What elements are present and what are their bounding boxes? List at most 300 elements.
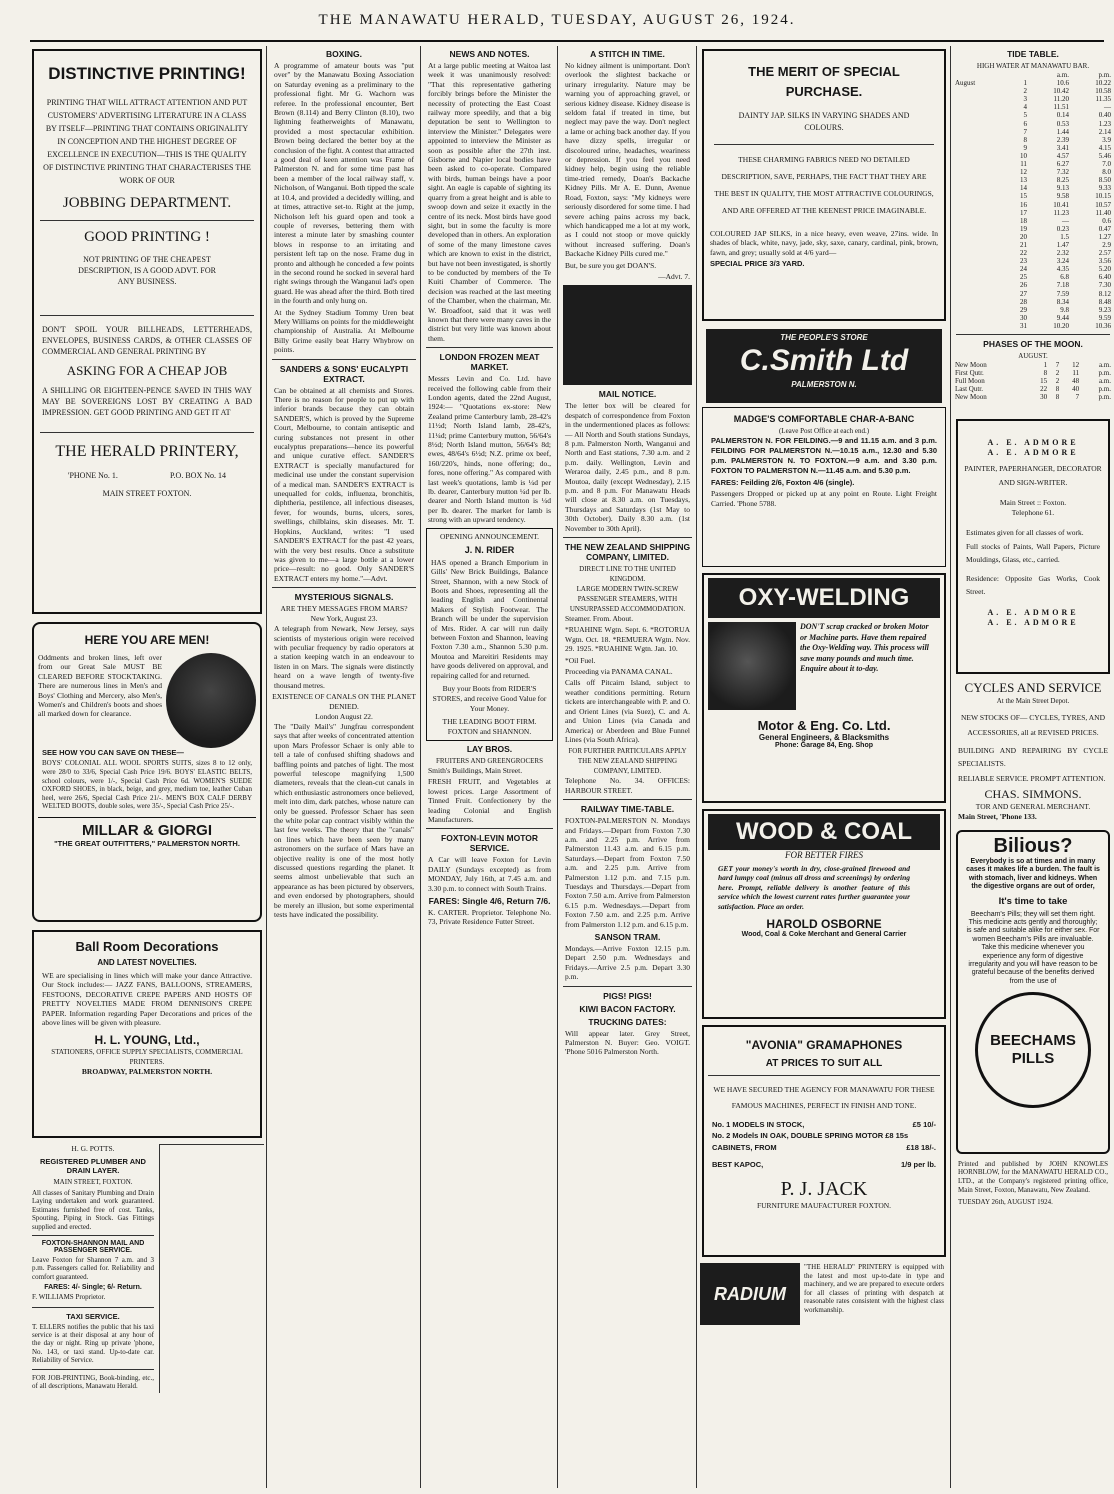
madge-fares: FARES: Feilding 2/6, Foxton 4/6 (single). — [711, 478, 855, 487]
tide-month-cell — [954, 201, 1007, 209]
tide-cell: 0.14 — [1056, 111, 1069, 120]
tide-month-cell — [954, 298, 1007, 306]
flm-body: A Car will leave Foxton for Levin DAILY (Sundays excepted) as from MONDAY, July 16th, at 7.45 a.m. and 3.30 p.m. to connect with South Trains. — [428, 855, 551, 893]
tide-month-cell — [954, 168, 1007, 176]
news-body: At a large public meeting at Waitoa last week it was unanimously resolved: "That this representative gathering forcibly brings before the Minister the necessity of protecting the East Coast railway more speedily, and that a big deputation be sent to Wellington to interview the Minister." Delegates were appointed to interview the Minister as soon as possible after the 27th inst. Gisborne and Napier local bodies have been asked to co-operate. Compared with birds, human beings have a poor sight. An eagle is capable of sighting its quarry from a great height and is able to swoop down and seize it exactly in the centre of its neck. Most birds have good sight, but in some the faculty is more developed than in others. An exploration of some of the many limestone caves which are known to exist in the district, but have not been investigated, is shortly to be conducted by members of the Te Kuiti Chamber of Commerce. The decision was reached at the last meeting of the Chamber, when the chairman, Mr. W. Broadfoot, said that it was well known that there were many caves in the district but very little was known about them. — [428, 61, 551, 343]
moon-cell: 8 — [1055, 393, 1060, 402]
tide-cell: 5.20 — [1098, 265, 1111, 274]
fsm-prop: F. WILLIAMS Proprietor. — [32, 1293, 106, 1302]
nzs-tel: Telephone No. 34. OFFICES: HARBOUR STREET. — [565, 776, 690, 795]
tide-cell: 3 — [1023, 95, 1027, 104]
tide-month-cell — [954, 111, 1007, 119]
kapoc-label: BEST KAPOC, — [712, 1160, 764, 1170]
sanders-title: SANDERS & SONS' EUCALYPTI EXTRACT. — [279, 363, 409, 384]
tide-row — [954, 217, 1112, 225]
bilious-take: It's time to take — [998, 895, 1068, 907]
canals-body: The "Daily Mail's" Jungfrau correspondent says that after weeks of concentrated attention upon Mars Professor Schaer is only able to tell a tale of confused shifting shadows and baffling points and patches of light. The most powerful telescope magnifying 1,500 diameters, reveals that the clean-cut canals in which enthusiastic astronomers once believed, melt into dim, dark patches, whose nature can only be guessed. Professor Schaer has seen the white polar cap contract visibly within the last few weeks. The theory that the "canals" on lines which have been seen by many astronomers on the surface of Mars have an objective reality is one of the most hotly discussed questions regarding the planet. It seems almost unbelievable that such an appearance as has been pictured by observers, and even endorsed by photographers, should be merely an illusion, but some experimental tests have indicated the possibility. — [274, 721, 414, 920]
oxy-phone: Phone: Garage 84, Eng. Shop — [774, 742, 874, 749]
men-body: Oddments and broken lines, left over from our Great Sale MUST BE CLEARED BEFORE STOCKTAKING. There are numerous lines in Men's and Boys' Clothing and Mercery, also Men's, Women's and Children's boots and shoes all marked down for clearance. — [38, 653, 162, 719]
tide-row — [954, 257, 1112, 265]
lay-addr: Smith's Buildings, Main Street. — [428, 765, 523, 775]
column-divider — [266, 46, 267, 1488]
avonia-model-2: No. 2 Models IN OAK, DOUBLE SPRING MOTOR £8 15s — [712, 1131, 909, 1141]
lfm-body: Messrs Levin and Co. Ltd. have received the following cable from their London agents, dated the 22nd August, 1924:— "Quotations ex-store: New Zealand prime Canterbury lamb, 28-42's 11½d; North Island lamb, 28-42's, 11¼d; prime Canterbury mutton, 56/64's 8½d; North Island mutton, 56/64's 8d; ewes, 48/64's 6½d; N.Z. prime ox beef, 160/220's, hinds, none offering; do., fores, none offering." As compared with last week's quotations, lamb is ¼d per lb. dearer, Canterbury mutton ¼d per lb. dearer and North Island mutton is ¼d per lb. dearer. The market for lamb is strong with an upward tendency. — [428, 374, 551, 525]
masthead: THE MANAWATU HERALD, TUESDAY, AUGUST 26, 1924. — [318, 12, 796, 28]
moon-cell: 8 — [1043, 369, 1048, 378]
distinctive-printing-ad — [32, 49, 262, 614]
column-1 — [30, 46, 264, 1488]
column-divider — [420, 46, 421, 1488]
tide-cell: — — [1061, 216, 1069, 225]
tide-cell: 2.14 — [1098, 127, 1111, 136]
rider-title: J. N. RIDER — [464, 544, 515, 555]
tide-row — [954, 306, 1112, 314]
tide-row — [954, 128, 1112, 136]
tide-month-cell — [954, 249, 1007, 257]
osborne-sub: Wood, Coal & Coke Merchant and General Carrier — [741, 931, 907, 939]
tide-cell: — — [1104, 103, 1111, 112]
lay-body: FRESH FRUIT, and Vegetables at lowest prices. Large Assortment of Tinned Fruit. Confectionery by the leading Colonial and English Manufacturers. — [428, 777, 551, 824]
nzs-title: THE NEW ZEALAND SHIPPING COMPANY, LIMITED. — [564, 542, 691, 563]
tide-month-cell — [954, 144, 1007, 152]
potts-sub: REGISTERED PLUMBER AND DRAIN LAYER. — [40, 1157, 146, 1175]
jack-sub: FURNITURE MAUFACTURER FOXTON. — [756, 1200, 892, 1210]
tide-cell: 11.51 — [1053, 103, 1069, 112]
moon-title: PHASES OF THE MOON. — [983, 339, 1083, 349]
moon-cell: 1 — [1043, 361, 1048, 369]
tide-month-cell — [954, 322, 1007, 330]
tide-cell: 2.32 — [1056, 249, 1069, 258]
sanson-title: SANSON TRAM. — [594, 932, 661, 942]
tide-cell: 3.41 — [1056, 143, 1069, 152]
tide-cell: 0.6 — [1102, 216, 1111, 225]
welder-image — [708, 622, 796, 710]
printed-notice: Printed and published by JOHN KNOWLES HORNBLOW, for the MANAWATU HERALD CO., LTD., at the Company's registered printing office, Main Street, Foxton, Manawatu, New Zealand. — [958, 1159, 1108, 1194]
avonia-body: WE HAVE SECURED THE AGENCY FOR MANAWATU FOR THESE FAMOUS MACHINES, PERFECT IN FINISH AND TONE. — [708, 1075, 940, 1114]
jap-silks: COLOURED JAP SILKS, in a nice heavy, even weave, 27ins. wide. In shades of black, white, navy, jade, sky, saxe, canary, cardinal, pink, brown, fawn, and grey; usually sold at 4/6 yard— — [710, 229, 938, 257]
tide-cell: 6.8 — [1060, 273, 1069, 282]
tide-row — [954, 225, 1112, 233]
tide-cell: 8.25 — [1056, 176, 1069, 185]
tide-cell: 2.57 — [1098, 249, 1111, 258]
column-2 — [270, 46, 418, 1488]
tide-cell: 10.22 — [1095, 79, 1111, 88]
tide-cell: 10.57 — [1095, 200, 1111, 209]
tide-cell: 6 — [1023, 119, 1027, 128]
job-printing-notice: FOR JOB-PRINTING, Book-binding, etc., of all descriptions, Manawatu Herald. — [32, 1373, 154, 1391]
cycles-reliable: RELIABLE SERVICE. PROMPT ATTENTION. — [958, 774, 1106, 784]
tide-header-row — [954, 71, 1112, 79]
tide-row — [954, 152, 1112, 160]
tide-row — [954, 322, 1112, 330]
admore-street: Main Street :: Foxton. — [999, 498, 1067, 508]
tide-cell: 1.44 — [1056, 127, 1069, 136]
tide-month-cell — [954, 87, 1007, 95]
tide-cell: 6.27 — [1056, 160, 1069, 169]
moon-cell: New Moon — [955, 361, 987, 369]
tide-month-cell — [954, 103, 1007, 111]
wood-body: GET your money's worth in dry, close-grained firewood and hard lumpy coal (minus all dross and screenings) by ordering here. Prompt, reliable delivery is another feature of this service which the lowest current rates further guarantee your satisfaction. Place an order. — [718, 864, 910, 911]
news-title: NEWS AND NOTES. — [449, 49, 530, 59]
column-divider — [950, 46, 951, 1488]
oxy-body: DON'T scrap cracked or broken Motor or Machine parts. Have them repaired the Oxy-Welding way. This process will save many pounds and much time. Enquire about it to-day. — [800, 622, 929, 673]
oxy-sub: General Engineers, & Blacksmiths — [758, 733, 890, 742]
tide-cell: 11.40 — [1095, 208, 1111, 217]
tide-cell: 7.0 — [1102, 160, 1111, 169]
column-divider — [557, 46, 558, 1488]
moon-row — [954, 393, 1112, 401]
tide-cell: 29 — [1019, 305, 1027, 314]
nzs-body: LARGE MODERN TWIN-SCREW PASSENGER STEAMERS, WITH UNSURPASSED ACCOMMODATION. — [569, 585, 686, 614]
tide-cell: 9.58 — [1056, 192, 1069, 201]
lay-title: LAY BROS. — [466, 743, 513, 754]
tide-month-cell: August — [955, 79, 976, 88]
admore-stock: Full stocks of Paints, Wall Papers, Picture Mouldings, Glass, etc., carried. — [966, 541, 1100, 564]
tide-row — [954, 176, 1112, 184]
tide-row — [954, 192, 1112, 200]
tide-row — [954, 111, 1112, 119]
simmons-sub: TOR AND GENERAL MERCHANT. — [975, 802, 1091, 812]
nzs-apply: FOR FURTHER PARTICULARS APPLY THE NEW ZEALAND SHIPPING COMPANY, LIMITED. — [568, 747, 687, 776]
tide-month-cell — [954, 160, 1007, 168]
moon-row — [954, 361, 1112, 369]
moon-cell: 15 — [1040, 377, 1048, 386]
tide-month-cell — [954, 281, 1007, 289]
fsm-fares: FARES: 4/- Single; 6/- Return. — [44, 1284, 142, 1292]
beecham-ad — [956, 830, 1110, 1154]
herald-street: MAIN STREET FOXTON. — [102, 489, 192, 498]
boxing-title: BOXING. — [326, 49, 362, 59]
moon-cell: 12 — [1072, 361, 1080, 369]
moon-cell: 48 — [1072, 377, 1080, 386]
men-title: HERE YOU ARE MEN! — [84, 633, 210, 647]
simmons-title: CHAS. SIMMONS. — [984, 787, 1082, 802]
tide-cell: 9.44 — [1056, 313, 1069, 322]
tide-cell: 15 — [1019, 192, 1027, 201]
dont-spoil-text: DON'T SPOIL YOUR BILLHEADS, LETTERHEADS, ENVELOPES, BUSINESS CARDS, & OTHER CLASSES OF COMMERCIAL AND GENERAL PRINTING BY — [42, 325, 252, 356]
ball-sub: AND LATEST NOVELTIES. — [97, 958, 197, 967]
nzs-calls: Calls off Pitcairn Island, subject to weather conditions permitting. Return tickets are interchangeable with P. and O. and Orient Lines (via Suez), C. and A. and Union Lines (via Canada and America) or Aberdeen and Blue Funnel Lines (via South Africa). — [565, 678, 690, 744]
avonia-model-1: No. 1 MODELS IN STOCK, — [712, 1120, 805, 1129]
dp-title: DISTINCTIVE PRINTING! — [48, 64, 246, 83]
opening-title: OPENING ANNOUNCEMENT. — [439, 531, 540, 541]
dp-body: PRINTING THAT WILL ATTRACT ATTENTION AND PUT CUSTOMERS' ADVERTISING LITERATURE IN A CLASS BY ITSELF—PRINTING THAT CONTAINS ORIGINALITY IN CONCEPTION AND THE HIGHEST DEGREE OF EXCELLENCE IN EXECUTION—THIS IS THE QUALITY OF DISTINCTIVE PRINTING THAT CHARACTERISES THE WORK OF OUR — [43, 98, 251, 185]
tide-cell: 5.46 — [1098, 151, 1111, 160]
column-4 — [561, 46, 694, 1488]
moon-month: AUGUST. — [1018, 352, 1048, 360]
tide-cell: 3.24 — [1056, 257, 1069, 266]
tide-cell: 2.39 — [1056, 135, 1069, 144]
tide-row — [954, 314, 1112, 322]
tide-cell: 0.53 — [1056, 119, 1069, 128]
tide-cell: 10.58 — [1095, 87, 1111, 96]
tide-cell: 6.40 — [1098, 273, 1111, 282]
ballroom-ad — [32, 930, 262, 1138]
smith-place: PALMERSTON N. — [791, 380, 857, 389]
tide-header-cell: p.m. — [1098, 71, 1111, 79]
tide-cell: 0.47 — [1098, 224, 1111, 233]
tide-cell: 11.35 — [1095, 95, 1111, 104]
millar-giorgi-ad — [32, 622, 262, 922]
tide-month-cell — [954, 209, 1007, 217]
boxing-body: A programme of amateur bouts was "put over" by the Manawatu Boxing Association on Saturday evening as a preliminary to the professional fight. Mr G. Wachorn was referee. In the professional encounter, Bert Brown (8.114) and Berry Clinton (8.10), two lightning featherweights of Manawatu, provided a most spectacular exhibition. Brown being declared the better boy at the conclusion of the fight. A contest that attracted a good deal of keen attention was Frame of Palmerston N. and for some time past has been a member of the local railway staff, v. Nicholson, of Wanganui. Both tipped the scale at 10.4, and provided a decidedly willing, and at times, attractive set-to. Right at the jump, Nicholson left his guard open and took a couple of reverses, bettering them with interest a minute later by smashing counter blows in response to an irritating and persistent left tap on the nose. Frame dug in pronto and although he conceded a few points in the second round he socked in several hard right swings through the Wanganui lad's open guard. He was ahead after the third. Both tired in the fourth and only hung on. — [274, 61, 414, 306]
tide-cell: 10.20 — [1053, 321, 1069, 330]
tide-cell: 3.9 — [1102, 135, 1111, 144]
moon-cell: 30 — [1040, 393, 1048, 402]
tide-row — [954, 79, 1112, 87]
moon-row — [954, 385, 1112, 393]
avonia-title: "AVONIA" GRAMAPHONES — [745, 1038, 903, 1052]
tide-month-cell — [954, 184, 1007, 192]
tide-header-cell: a.m. — [1056, 71, 1069, 79]
admore-ad — [956, 419, 1110, 674]
avonia-cabinets-price: £18 18/-. — [906, 1142, 936, 1152]
tide-table — [954, 71, 1112, 330]
tide-month-cell — [954, 225, 1007, 233]
rider-body: HAS opened a Branch Emporium in Gills' New Brick Buildings, Balance Street, Shannon, with a new Stock of Boots and Shoes, representing all the leading English and Continental Makers of Stylish Footwear. The Branch will be under the supervision of Mrs. Rider. A car will run daily between Foxton and Shannon, leaving Foxton 7.30 a.m., Shannon 5.30 p.m. Moutoa and Mareitiri Residents may have goods delivered on approval, and repairing called for and returned. — [431, 557, 548, 680]
tide-month-cell — [954, 314, 1007, 322]
mysterious-body: A telegraph from Newark, New Jersey, says scientists of mysterious origin were received with peculiar frequency by radio operators at a station keeping watch in an endeavour to listen in on Mars. The signals were distinctly heard on a wave length of twenty-five thousand metres. — [274, 624, 414, 690]
jap-price: SPECIAL PRICE 3/3 YARD. — [710, 259, 805, 269]
taxi-body: T. ELLERS notifies the public that his taxi service is at their disposal at any hour of the day or night. Ring up private 'phone, No. 143, or taxi stand. Up-to-date car. Reliability of Service. — [32, 1322, 154, 1365]
avonia-ad — [702, 1025, 946, 1257]
jack-title: P. J. JACK — [780, 1177, 868, 1200]
tide-cell: 7.32 — [1056, 168, 1069, 177]
tide-cell: 0.23 — [1056, 224, 1069, 233]
tide-cell: 20 — [1019, 232, 1027, 241]
admore-name-4: A. E. ADMORE — [987, 617, 1079, 627]
tide-cell: 8.50 — [1098, 176, 1111, 185]
moon-cell: 11 — [1072, 369, 1080, 378]
wood-coal-ad — [702, 809, 946, 1019]
moon-cell: New Moon — [955, 393, 987, 402]
tide-cell: 1.47 — [1056, 240, 1069, 249]
smith-top: THE PEOPLE'S STORE — [780, 333, 868, 342]
young-addr: BROADWAY, PALMERSTON NORTH. — [81, 1067, 213, 1077]
moon-cell: Full Moon — [955, 377, 985, 386]
tide-row — [954, 136, 1112, 144]
tide-cell: 8 — [1023, 135, 1027, 144]
tide-cell: 30 — [1019, 313, 1027, 322]
tide-cell: 11 — [1020, 160, 1027, 169]
taxi-title: TAXI SERVICE. — [66, 1311, 120, 1321]
madge-ad — [702, 407, 946, 567]
admore-tel: Telephone 61. — [1011, 508, 1055, 518]
tide-cell: 8.12 — [1098, 289, 1111, 298]
admore-name-1: A. E. ADMORE — [987, 438, 1079, 448]
moon-cell: 8 — [1055, 385, 1060, 394]
tide-cell: 5 — [1023, 111, 1027, 120]
tide-row — [954, 298, 1112, 306]
nzs-oil: *Oil Fuel. — [565, 655, 596, 665]
moon-cell: 2 — [1055, 377, 1060, 386]
canals-title: EXISTENCE OF CANALS ON THE PLANET DENIED. — [272, 691, 416, 711]
tide-cell: 7.30 — [1098, 281, 1111, 290]
tide-cell: 17 — [1019, 208, 1027, 217]
tide-cell: 9.23 — [1098, 305, 1111, 314]
truck-body: Will appear later. Grey Street, Palmerston N. Buyer: Geo. VOIGT. 'Phone 5016 Palmerston North. — [565, 1028, 690, 1057]
herald-contact — [68, 471, 226, 481]
nzs-cols: Steamer. From. About. — [565, 614, 634, 624]
tide-cell: 12 — [1019, 168, 1027, 177]
canals-dateline: London August 22. — [315, 711, 373, 721]
tide-cell: 11.20 — [1053, 95, 1069, 104]
madge-body: PALMERSTON N. FOR FEILDING.—9 and 11.15 a.m. and 3 p.m. FEILDING FOR PALMERSTON N.—10.15 a.m., 12.30 and 5.30 p.m. PALMERSTON N. TO FOXTON.—9 a.m. and 3.30 p.m. FOXTON TO PALMERSTON N.—11.45 a.m. and 5.30 p.m. — [711, 436, 937, 475]
tide-month-cell — [954, 176, 1007, 184]
tide-cell: 9.33 — [1098, 184, 1111, 193]
merit-ad — [702, 49, 946, 321]
moon-table — [954, 361, 1112, 401]
tide-month-cell — [954, 241, 1007, 249]
tide-row — [954, 233, 1112, 241]
moon-cell: Last Qutr. — [955, 385, 983, 394]
tide-cell: 2 — [1023, 87, 1027, 96]
millar-title: MILLAR & GIORGI — [38, 817, 256, 839]
tide-cell: 25 — [1019, 273, 1027, 282]
tide-cell: 24 — [1019, 265, 1027, 274]
bilious-title: Bilious? — [993, 834, 1073, 857]
nzs-rows: *RUAHINE Wgtn. Sept. 6. *ROTORUA Wgtn. Oct. 18. *REMUERA Wgtn. Nov. 29. 1925. *RUAHINE Wgtn. Jan. 10. — [565, 625, 690, 654]
madge-title: MADGE'S COMFORTABLE CHAR-A-BANC — [733, 414, 915, 424]
flm-title: FOXTON-LEVIN MOTOR SERVICE. — [441, 833, 538, 854]
tide-header-cell — [1007, 71, 1028, 79]
tide-cell: 9.8 — [1060, 305, 1069, 314]
tide-cell: 27 — [1019, 289, 1027, 298]
tide-cell: 4.15 — [1098, 143, 1111, 152]
stitch-advt: —Advt. 7. — [658, 271, 690, 281]
bilious-body: Everybody is so at times and in many cases it makes life a burden. The fault is with stomach, liver and kidneys. When the digestive organs are out of order, — [966, 857, 1100, 891]
shilling-text: A SHILLING OR EIGHTEEN-PENCE SAVED IN THIS WAY MAY BE SOVEREIGNS LOST BY CREATING A BAD IMPRESSION. GET GOOD PRINTING AND GET IT AT — [42, 386, 252, 417]
tide-cell: 10.15 — [1095, 192, 1111, 201]
tide-row — [954, 160, 1112, 168]
tide-row — [954, 184, 1112, 192]
tide-row — [954, 144, 1112, 152]
tide-cell: 7.59 — [1056, 289, 1069, 298]
admore-name-3: A. E. ADMORE — [987, 607, 1079, 617]
tide-cell: 22 — [1019, 249, 1027, 258]
rail-title: RAILWAY TIME-TABLE. — [580, 804, 675, 815]
stitch-end: But, be sure you get DOAN'S. — [565, 260, 657, 270]
tide-cell: 10.36 — [1095, 321, 1111, 330]
tide-cell: 8.48 — [1098, 297, 1111, 306]
merit-body: THESE CHARMING FABRICS NEED NO DETAILED DESCRIPTION, SAVE, PERHAPS, THE FACT THAT THEY ARE THE BEST IN QUALITY, THE MOST ATTRACTIVE COLOURINGS, AND ARE OFFERED AT THE KEENEST PRICE IMAGINABLE. — [714, 144, 934, 219]
nzs-panama: Proceeding via PANAMA CANAL. — [565, 667, 673, 677]
oxy-welding-ad — [702, 573, 946, 803]
dales-dubbin-ad — [563, 285, 692, 385]
potts-addr: MAIN STREET, FOXTON. — [53, 1178, 133, 1186]
tide-cell: 13 — [1019, 176, 1027, 185]
ball-title: Ball Room Decorations — [75, 939, 219, 954]
potts-body: All classes of Sanitary Plumbing and Drain Laying undertaken and work guaranteed. Estimates furnished free of cost. Tanks, Spouting, Piping in Stock. Gas Fittings supplied and erected. — [32, 1189, 154, 1231]
tide-cell: 28 — [1019, 297, 1027, 306]
tide-row — [954, 168, 1112, 176]
moon-cell: a.m. — [1098, 377, 1111, 386]
tide-row — [954, 120, 1112, 128]
herald-pobox: P.O. BOX No. 14 — [169, 471, 226, 480]
simmons-addr: Main Street, 'Phone 133. — [958, 812, 1037, 822]
bilious-body-2: Beecham's Pills; they will set them right. This medicine acts gently and thoroughly; is safe and suitable alike for either sex. For women Beecham's Pills are invaluable. Take this medicine whenever you experience any form of digestive irregularity and you will have reason to be grateful because of the benefits derived from the use of — [966, 910, 1100, 985]
avonia-model-1-price: £5 10/- — [912, 1120, 936, 1129]
tide-row — [954, 201, 1112, 209]
tide-cell: 9.59 — [1098, 313, 1111, 322]
kiwi-title: KIWI BACON FACTORY. — [579, 1003, 676, 1014]
moon-cell: 7 — [1055, 361, 1060, 369]
osborne-title: HAROLD OSBORNE — [766, 917, 882, 932]
tide-cell: 1 — [1023, 79, 1027, 88]
tide-month-cell — [954, 290, 1007, 298]
cycles-body: NEW STOCKS OF— CYCLES, TYRES, AND ACCESSORIES, all at REVISED PRICES. — [961, 713, 1105, 738]
smith-title: C.Smith Ltd — [739, 344, 909, 377]
millar-sub: "THE GREAT OUTFITTERS," PALMERSTON NORTH. — [54, 838, 240, 848]
tide-cell: 16 — [1019, 200, 1027, 209]
men-see: SEE HOW YOU CAN SAVE ON THESE— — [42, 748, 184, 757]
mysterious-dateline: New York, August 23. — [310, 614, 378, 624]
tide-row — [954, 249, 1112, 257]
tide-cell: 8.0 — [1102, 168, 1111, 177]
admore-est: Estimates given for all classes of work. — [966, 528, 1084, 538]
madge-end: Passengers Dropped or picked up at any point en Route. Light Freight Carried. 'Phone 5788. — [711, 489, 937, 508]
tide-cell: 4.57 — [1056, 151, 1069, 160]
truck-title: TRUCKING DATES: — [588, 1016, 667, 1027]
tide-cell: 1.23 — [1098, 119, 1111, 128]
tide-cell: 1.5 — [1060, 232, 1069, 241]
tide-cell: 18 — [1019, 216, 1027, 225]
moon-cell: 2 — [1055, 369, 1060, 378]
tide-cell: 7 — [1023, 127, 1027, 136]
avonia-cabinets: CABINETS, FROM — [712, 1142, 777, 1152]
tide-cell: 10.41 — [1053, 200, 1069, 209]
cheap-job-title: ASKING FOR A CHEAP JOB — [66, 363, 228, 378]
potts-ad — [30, 1144, 160, 1393]
herald-phone: 'PHONE No. 1. — [68, 471, 118, 480]
tide-month-cell — [954, 265, 1007, 273]
herald-printery-title: THE HERALD PRINTERY, — [55, 443, 239, 460]
mail-title: MAIL NOTICE. — [598, 389, 657, 400]
tide-row — [954, 87, 1112, 95]
herald-printery-notice: "THE HERALD" PRINTERY is equipped with the latest and most up-to-date in type and machinery, and we are prepared to execute orders for all classes of printing with despatch at reasonable rates consistent with the highest class workmanship. — [804, 1263, 944, 1314]
column-5 — [700, 46, 948, 1488]
c-smith-logo — [706, 329, 942, 403]
tide-header-cell — [954, 71, 1007, 79]
rider-lead: THE LEADING BOOT FIRM. FOXTON and SHANNON. — [442, 716, 537, 736]
tide-row — [954, 265, 1112, 273]
cycles-sub: At the Main Street Depot. — [996, 697, 1070, 706]
tide-cell: 4.35 — [1056, 265, 1069, 274]
ball-body: WE are specialising in lines which will make your dance Attractive. Our Stock includes:— JAZZ FANS, BALLOONS, STREAMERS, FESTOONS, DECORATIVE CREPE PAPERS AND HOSTS OF PRETTY NOVELTIES MADE FROM DENNISON'S CREPE PAPER. Information regarding Paper Decorations and prices of the above lines will be given with pleasure. — [42, 971, 252, 1028]
admore-name-2: A. E. ADMORE — [987, 448, 1079, 458]
admore-res: Residence: Opposite Gas Works, Cook Street. — [966, 573, 1100, 596]
fsm-body: Leave Foxton for Shannon 7 a.m. and 3 p.m. Passengers called for. Reliability and comfort guaranteed. — [32, 1256, 154, 1281]
tide-cell: 10.6 — [1056, 79, 1069, 88]
tide-cell: 10 — [1019, 151, 1027, 160]
merit-title: THE MERIT OF SPECIAL PURCHASE. — [748, 64, 900, 99]
tide-cell: 14 — [1019, 184, 1027, 193]
radium-logo: RADIUM POLISHES — [700, 1263, 800, 1325]
tide-cell: 19 — [1019, 224, 1027, 233]
moon-cell: 7 — [1075, 393, 1080, 402]
moon-cell: p.m. — [1098, 393, 1111, 402]
nzs-sub: DIRECT LINE TO THE UNITED KINGDOM. — [579, 565, 676, 584]
tide-cell: 7.18 — [1056, 281, 1069, 290]
rider-buy: Buy your Boots from RIDER'S STORES, and receive Good Value for Your Money. — [432, 683, 547, 713]
tide-cell: 11.23 — [1053, 208, 1069, 217]
mysterious-title: MYSTERIOUS SIGNALS. — [294, 592, 394, 603]
lfm-title: LONDON FROZEN MEAT MARKET. — [439, 352, 540, 373]
men-items: BOYS' COLONIAL ALL WOOL SPORTS SUITS, sizes 8 to 12 only, were 28/0 to 33/6, Special Cash Price 19/6. BOYS' ELASTIC BELTS, school colours, were 1/-, Special Cash Price 6d. WOMEN'S SUEDE OXFORD SHOES, in black, beige, and grey, medium toe, leather Cuban heel, were 26/6, Special Cash Price 21/-. MEN'S BOX CALF DERBY WELTED BOOTS, double soles, were 35/-, Special Cash Price 25/-. — [42, 759, 252, 811]
admore-trade: PAINTER, PAPERHANGER, DECORATOR AND SIGN-WRITER. — [964, 464, 1102, 488]
tide-row — [954, 103, 1112, 111]
merit-sub: DAINTY JAP. SILKS IN VARYING SHADES AND COLOURS. — [738, 111, 910, 132]
